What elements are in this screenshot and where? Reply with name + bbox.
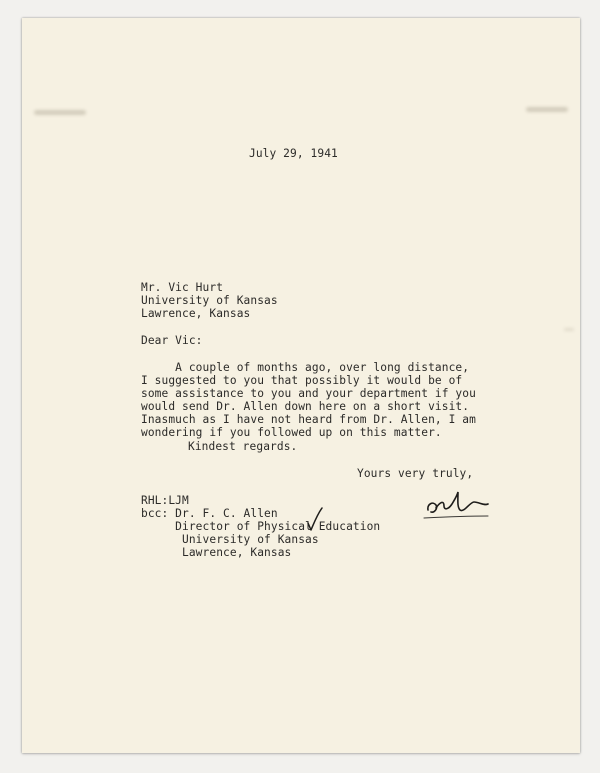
closing: Yours very truly,: [357, 467, 474, 480]
body-line: some assistance to you and your department if you: [141, 387, 476, 400]
recipient-city: Lawrence, Kansas: [141, 307, 251, 320]
salutation: Dear Vic:: [141, 334, 203, 347]
handwritten-signature-icon: [422, 490, 502, 524]
bcc-org: University of Kansas: [141, 533, 319, 546]
body-line: Inasmuch as I have not heard from Dr. Allen, I am: [141, 413, 476, 426]
handwritten-checkmark-icon: [306, 506, 324, 532]
bcc-title: Director of Physical Education: [141, 520, 381, 533]
recipient-name: Mr. Vic Hurt: [141, 281, 224, 294]
bcc-city: Lawrence, Kansas: [141, 546, 292, 559]
letter-date: July 29, 1941: [249, 147, 338, 160]
right-edge-mark: [564, 328, 574, 331]
kindest-regards: Kindest regards.: [188, 440, 298, 453]
top-smudge-right: [526, 107, 568, 112]
body-line: A couple of months ago, over long distance,: [141, 361, 470, 374]
top-smudge-left: [34, 110, 86, 115]
bcc-line: bcc: Dr. F. C. Allen: [141, 507, 278, 520]
body-line: would send Dr. Allen down here on a short visit.: [141, 400, 470, 413]
typist-initials: RHL:LJM: [141, 494, 189, 507]
body-line: I suggested to you that possibly it would be of: [141, 374, 463, 387]
letter-page: [22, 18, 580, 753]
recipient-org: University of Kansas: [141, 294, 278, 307]
body-line: wondering if you followed up on this matter.: [141, 426, 442, 439]
